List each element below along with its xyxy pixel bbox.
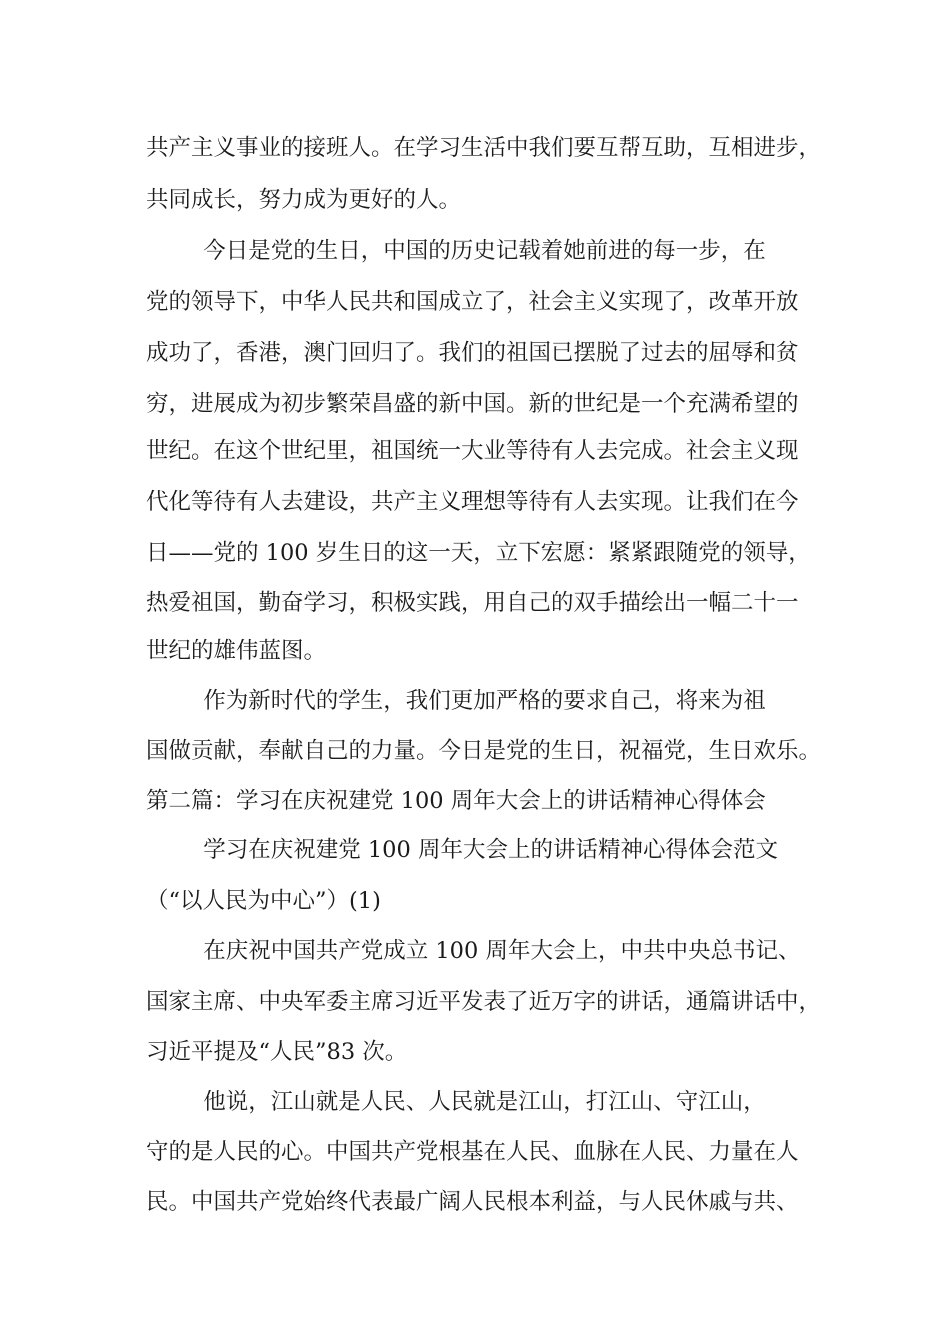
body-text-line: 习近平提及“人民”83 次。 [146, 1039, 408, 1065]
body-text-line: 共同成长，努力成为更好的人。 [146, 187, 462, 213]
body-text-line: 穷，进展成为初步繁荣昌盛的新中国。新的世纪是一个充满希望的 [146, 391, 799, 417]
body-text-line: 成功了，香港，澳门回归了。我们的祖国已摆脱了过去的屈辱和贫 [146, 340, 799, 366]
article-title-line: （“以人民为中心”）(1) [146, 888, 381, 914]
body-text-line: 代化等待有人去建设，共产主义理想等待有人去实现。让我们在今 [146, 489, 799, 515]
article-title-line: 学习在庆祝建党 100 周年大会上的讲话精神心得体会范文 [146, 837, 778, 863]
body-text-line: 共产主义事业的接班人。在学习生活中我们要互帮互助，互相进步， [146, 135, 822, 161]
body-text-line: 民。中国共产党始终代表最广阔人民根本利益，与人民休戚与共、 [146, 1189, 799, 1215]
body-text-line: 世纪。在这个世纪里，祖国统一大业等待有人去完成。社会主义现 [146, 438, 799, 464]
body-text-line: 国做贡献，奉献自己的力量。今日是党的生日，祝福党，生日欢乐。 [146, 738, 822, 764]
section-heading: 第二篇：学习在庆祝建党 100 周年大会上的讲话精神心得体会 [146, 788, 766, 814]
body-text-line: 守的是人民的心。中国共产党根基在人民、血脉在人民、力量在人 [146, 1139, 799, 1165]
paragraph-start-line: 在庆祝中国共产党成立 100 周年大会上，中共中央总书记、 [146, 938, 801, 964]
paragraph-start-line: 今日是党的生日，中国的历史记载着她前进的每一步，在 [146, 238, 766, 264]
body-text-line: 日——党的 100 岁生日的这一天，立下宏愿：紧紧跟随党的领导， [146, 540, 811, 566]
body-text-line: 国家主席、中央军委主席习近平发表了近万字的讲话，通篇讲话中， [146, 989, 822, 1015]
paragraph-start-line: 作为新时代的学生，我们更加严格的要求自己，将来为祖 [146, 688, 766, 714]
body-text-line: 世纪的雄伟蓝图。 [146, 638, 327, 664]
body-text-line: 热爱祖国，勤奋学习，积极实践，用自己的双手描绘出一幅二十一 [146, 590, 799, 616]
paragraph-start-line: 他说，江山就是人民、人民就是江山，打江山、守江山， [146, 1089, 766, 1115]
body-text-line: 党的领导下，中华人民共和国成立了，社会主义实现了，改革开放 [146, 289, 799, 315]
